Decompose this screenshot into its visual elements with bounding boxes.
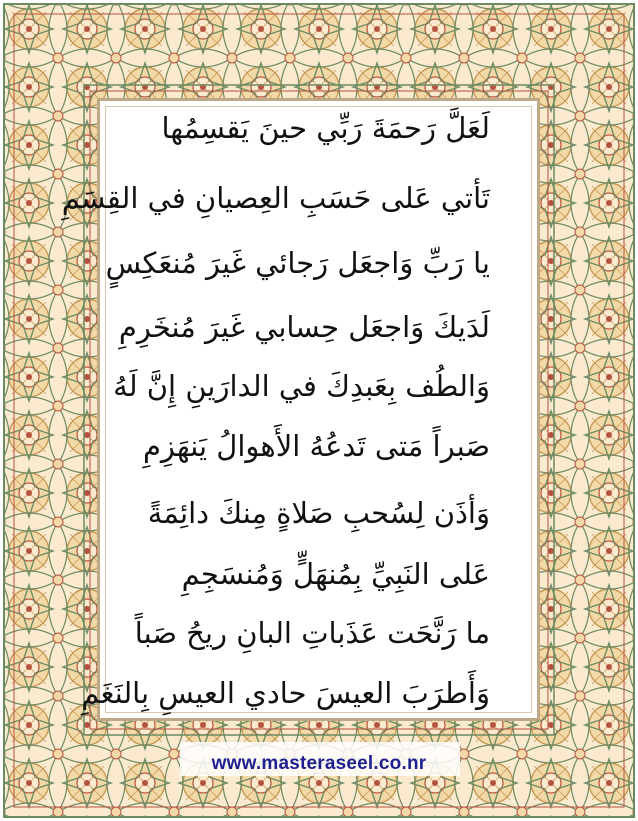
verse-line-5: وَالطُف بِعَبدِكَ في الدارَينِ إِنَّ لَهُ: [113, 369, 490, 403]
verse-line-2: تَأتي عَلى حَسَبِ العِصيانِ في القِسَمِ: [61, 181, 490, 215]
website-link[interactable]: www.masteraseel.co.nr: [211, 753, 427, 774]
verse-line-10: وَأَطرَبَ العيسَ حادي العيسِ بِالنَغَمِ: [81, 676, 490, 710]
verse-line-6: صَبراً مَتى تَدعُهُ الأَهوالُ يَنهَزِمِ: [142, 429, 490, 463]
verse-line-1: لَعَلَّ رَحمَةَ رَبِّي حينَ يَقسِمُها: [161, 111, 490, 145]
verse-line-8: عَلى النَبِيِّ بِمُنهَلٍّ وَمُنسَجِمِ: [181, 557, 490, 591]
verse-line-9: ما رَنَّحَت عَذَباتِ البانِ ريحُ صَباً: [134, 616, 490, 650]
verse-line-3: يا رَبِّ وَاجعَل رَجائي غَيرَ مُنعَكِسٍ: [105, 246, 490, 280]
verse-line-7: وَأذَن لِسُحبِ صَلاةٍ مِنكَ دائِمَةً: [147, 496, 490, 530]
verse-line-4: لَدَيكَ وَاجعَل حِسابي غَيرَ مُنخَرِمِ: [118, 310, 490, 344]
